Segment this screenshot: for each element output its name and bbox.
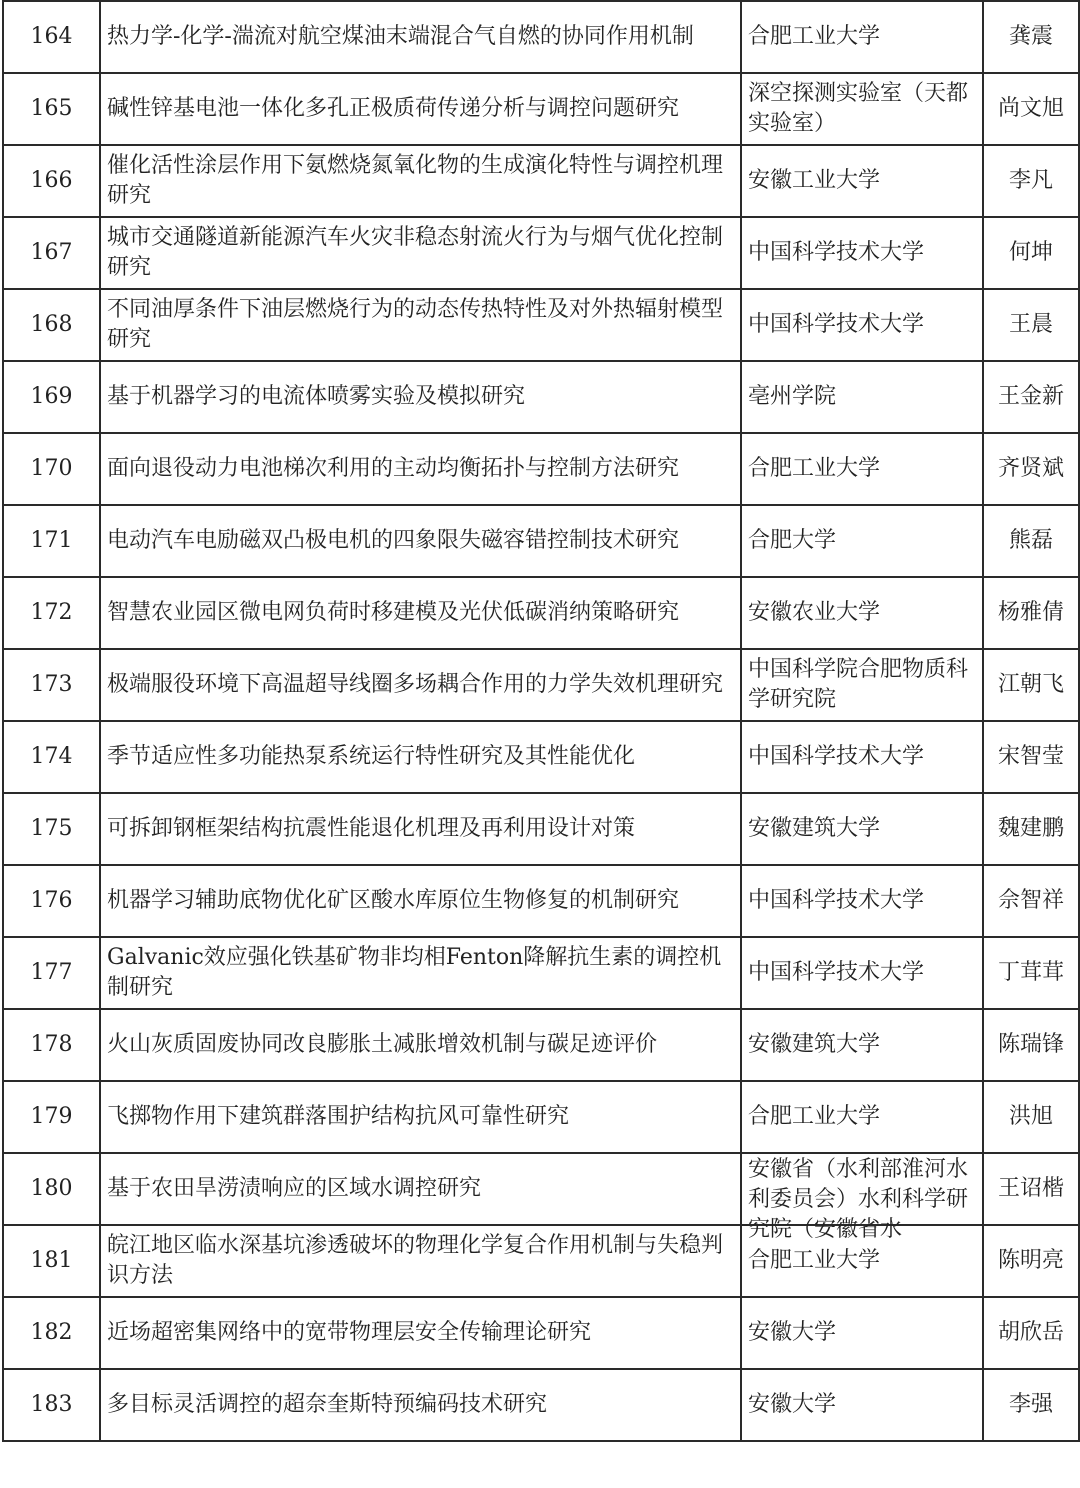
project-title: 近场超密集网络中的宽带物理层安全传输理论研究 (107, 1320, 592, 1345)
project-title-cell (100, 937, 741, 1009)
institution: 中国科学技术大学 (748, 240, 925, 265)
project-number: 173 (30, 672, 73, 697)
table-row (3, 1225, 1079, 1297)
institution: 中国科学技术大学 (748, 888, 925, 913)
institution: 安徽建筑大学 (748, 1032, 881, 1057)
project-title: 碱性锌基电池一体化多孔正极质荷传递分析与调控问题研究 (107, 96, 680, 121)
project-title: 多目标灵活调控的超奈奎斯特预编码技术研究 (107, 1392, 548, 1417)
principal-investigator: 丁茸茸 (997, 960, 1064, 985)
institution: 安徽大学 (748, 1392, 837, 1417)
principal-investigator-cell (983, 1369, 1079, 1441)
project-title-cell (100, 649, 741, 721)
project-title-cell (100, 1081, 741, 1153)
project-title-cell (100, 1009, 741, 1081)
institution-cell (741, 145, 983, 217)
institution: 中国科学技术大学 (748, 312, 925, 337)
project-number-cell (3, 1009, 100, 1081)
principal-investigator: 杨雅倩 (997, 600, 1064, 625)
project-number: 179 (30, 1104, 73, 1129)
project-title-cell (100, 721, 741, 793)
project-number: 172 (30, 600, 73, 625)
project-number-cell (3, 577, 100, 649)
project-table (2, 0, 1080, 1442)
principal-investigator: 李强 (1008, 1392, 1053, 1417)
principal-investigator-cell (983, 865, 1079, 937)
project-title: 催化活性涂层作用下氨燃烧氮氧化物的生成演化特性与调控机理研究 (107, 153, 724, 208)
institution-cell (741, 865, 983, 937)
principal-investigator-cell (983, 721, 1079, 793)
table-row (3, 1081, 1079, 1153)
principal-investigator: 龚震 (1008, 24, 1053, 49)
project-title: 不同油厚条件下油层燃烧行为的动态传热特性及对外热辐射模型研究 (107, 297, 724, 352)
principal-investigator: 陈明亮 (997, 1248, 1064, 1273)
project-title-cell (100, 361, 741, 433)
table-row (3, 1153, 1079, 1225)
institution-cell (741, 1081, 983, 1153)
project-title-cell (100, 865, 741, 937)
project-number-cell (3, 1297, 100, 1369)
institution: 深空探测实验室（天都实验室） (748, 81, 969, 136)
institution: 合肥工业大学 (748, 1104, 881, 1129)
project-number-cell (3, 1153, 100, 1225)
project-number: 168 (30, 312, 73, 337)
principal-investigator: 宋智莹 (997, 744, 1064, 769)
project-title-cell (100, 1369, 741, 1441)
table-row (3, 721, 1079, 793)
project-title: 电动汽车电励磁双凸极电机的四象限失磁容错控制技术研究 (107, 528, 680, 553)
institution-cell (741, 937, 983, 1009)
principal-investigator: 何坤 (1008, 240, 1053, 265)
institution-cell (741, 1009, 983, 1081)
project-title: 城市交通隧道新能源汽车火灾非稳态射流火行为与烟气优化控制研究 (107, 225, 724, 280)
principal-investigator-cell (983, 289, 1079, 361)
institution-cell (741, 289, 983, 361)
project-title: 极端服役环境下高温超导线圈多场耦合作用的力学失效机理研究 (107, 672, 724, 697)
institution-cell (741, 73, 983, 145)
principal-investigator-cell (983, 937, 1079, 1009)
table-row (3, 865, 1079, 937)
project-number: 171 (30, 528, 73, 553)
institution-cell (741, 1369, 983, 1441)
project-number: 183 (30, 1392, 73, 1417)
table-row (3, 433, 1079, 505)
institution: 安徽工业大学 (748, 168, 881, 193)
institution: 安徽省（水利部淮河水利委员会）水利科学研究院（安徽省水 (748, 1157, 969, 1242)
table-row (3, 73, 1079, 145)
project-number: 181 (30, 1248, 73, 1273)
project-title-cell (100, 289, 741, 361)
project-title: 智慧农业园区微电网负荷时移建模及光伏低碳消纳策略研究 (107, 600, 680, 625)
project-title-cell (100, 1153, 741, 1225)
table-row (3, 1, 1079, 73)
project-title: 基于机器学习的电流体喷雾实验及模拟研究 (107, 384, 526, 409)
project-number-cell (3, 865, 100, 937)
principal-investigator: 王诏楷 (997, 1176, 1064, 1201)
project-title-cell (100, 73, 741, 145)
principal-investigator-cell (983, 1153, 1079, 1225)
institution-cell (741, 721, 983, 793)
table-row (3, 289, 1079, 361)
principal-investigator-cell (983, 793, 1079, 865)
project-number: 165 (30, 96, 73, 121)
institution-cell (741, 433, 983, 505)
institution-cell (741, 1297, 983, 1369)
principal-investigator-cell (983, 145, 1079, 217)
principal-investigator: 陈瑞锋 (997, 1032, 1064, 1057)
project-number-cell (3, 1081, 100, 1153)
table-row (3, 1369, 1079, 1441)
table-row (3, 937, 1079, 1009)
institution-cell (741, 649, 983, 721)
institution-cell (741, 793, 983, 865)
project-number: 167 (30, 240, 73, 265)
principal-investigator: 王金新 (997, 384, 1064, 409)
project-number-cell (3, 649, 100, 721)
institution-cell (741, 1, 983, 73)
table-body (3, 1, 1079, 1441)
institution: 安徽建筑大学 (748, 816, 881, 841)
project-number: 178 (30, 1032, 73, 1057)
project-number-cell (3, 1, 100, 73)
table-row (3, 145, 1079, 217)
table-row (3, 361, 1079, 433)
project-number: 174 (30, 744, 73, 769)
institution-cell (741, 1153, 983, 1242)
project-title: 皖江地区临水深基坑渗透破坏的物理化学复合作用机制与失稳判识方法 (107, 1233, 724, 1288)
table-row (3, 505, 1079, 577)
project-number-cell (3, 145, 100, 217)
principal-investigator-cell (983, 649, 1079, 721)
principal-investigator: 王晨 (1008, 312, 1053, 337)
principal-investigator-cell (983, 505, 1079, 577)
principal-investigator: 李凡 (1008, 168, 1053, 193)
table-row (3, 1009, 1079, 1081)
principal-investigator-cell (983, 1225, 1079, 1297)
project-number: 169 (30, 384, 73, 409)
project-title: 机器学习辅助底物优化矿区酸水库原位生物修复的机制研究 (107, 888, 680, 913)
principal-investigator: 齐贤斌 (997, 456, 1064, 481)
principal-investigator-cell (983, 1081, 1079, 1153)
principal-investigator: 熊磊 (1008, 528, 1053, 553)
project-title-cell (100, 577, 741, 649)
project-number-cell (3, 361, 100, 433)
project-number: 175 (30, 816, 73, 841)
table-row (3, 217, 1079, 289)
project-number: 180 (30, 1176, 73, 1201)
table-row (3, 1297, 1079, 1369)
principal-investigator-cell (983, 361, 1079, 433)
project-number: 177 (30, 960, 73, 985)
project-title-cell (100, 1225, 741, 1297)
project-number: 164 (30, 24, 73, 49)
institution-cell (741, 361, 983, 433)
principal-investigator: 尚文旭 (997, 96, 1064, 121)
principal-investigator-cell (983, 1, 1079, 73)
project-number: 182 (30, 1320, 73, 1345)
project-number-cell (3, 937, 100, 1009)
project-title-cell (100, 433, 741, 505)
project-number: 166 (30, 168, 73, 193)
project-title: 飞掷物作用下建筑群落围护结构抗风可靠性研究 (107, 1104, 570, 1129)
project-title-cell (100, 505, 741, 577)
principal-investigator: 洪旭 (1008, 1104, 1053, 1129)
institution: 亳州学院 (748, 384, 837, 409)
principal-investigator: 魏建鹏 (997, 816, 1064, 841)
table-row (3, 649, 1079, 721)
institution: 合肥工业大学 (748, 24, 881, 49)
institution: 安徽大学 (748, 1320, 837, 1345)
institution: 中国科学技术大学 (748, 960, 925, 985)
institution: 中国科学院合肥物质科学研究院 (748, 657, 969, 712)
principal-investigator: 胡欣岳 (997, 1320, 1064, 1345)
principal-investigator-cell (983, 217, 1079, 289)
project-title-cell (100, 1297, 741, 1369)
institution: 合肥大学 (748, 528, 837, 553)
institution: 安徽农业大学 (748, 600, 881, 625)
project-number-cell (3, 433, 100, 505)
project-number-cell (3, 289, 100, 361)
project-title-cell (100, 1, 741, 73)
project-title-cell (100, 145, 741, 217)
project-title: Galvanic效应强化铁基矿物非均相Fenton降解抗生素的调控机制研究 (107, 945, 722, 1000)
principal-investigator-cell (983, 433, 1079, 505)
principal-investigator-cell (983, 1009, 1079, 1081)
project-title: 可拆卸钢框架结构抗震性能退化机理及再利用设计对策 (107, 816, 636, 841)
principal-investigator: 江朝飞 (997, 672, 1064, 697)
principal-investigator-cell (983, 73, 1079, 145)
project-title: 面向退役动力电池梯次利用的主动均衡拓扑与控制方法研究 (107, 456, 680, 481)
institution: 合肥工业大学 (748, 456, 881, 481)
project-title: 热力学-化学-湍流对航空煤油末端混合气自燃的协同作用机制 (107, 24, 694, 49)
project-title: 火山灰质固废协同改良膨胀土减胀增效机制与碳足迹评价 (107, 1032, 658, 1057)
institution: 中国科学技术大学 (748, 744, 925, 769)
project-number-cell (3, 1369, 100, 1441)
principal-investigator: 佘智祥 (997, 888, 1064, 913)
project-number-cell (3, 217, 100, 289)
institution-cell (741, 577, 983, 649)
project-title: 基于农田旱涝渍响应的区域水调控研究 (107, 1176, 482, 1201)
project-number: 176 (30, 888, 73, 913)
project-title-cell (100, 793, 741, 865)
table-row (3, 793, 1079, 865)
project-number-cell (3, 505, 100, 577)
project-number-cell (3, 721, 100, 793)
project-number-cell (3, 1225, 100, 1297)
institution-cell (741, 505, 983, 577)
project-number-cell (3, 793, 100, 865)
institution-cell (741, 217, 983, 289)
principal-investigator-cell (983, 577, 1079, 649)
table-row (3, 577, 1079, 649)
project-number-cell (3, 73, 100, 145)
project-title: 季节适应性多功能热泵系统运行特性研究及其性能优化 (107, 744, 636, 769)
project-title-cell (100, 217, 741, 289)
principal-investigator-cell (983, 1297, 1079, 1369)
institution: 合肥工业大学 (748, 1248, 881, 1273)
project-number: 170 (30, 456, 73, 481)
